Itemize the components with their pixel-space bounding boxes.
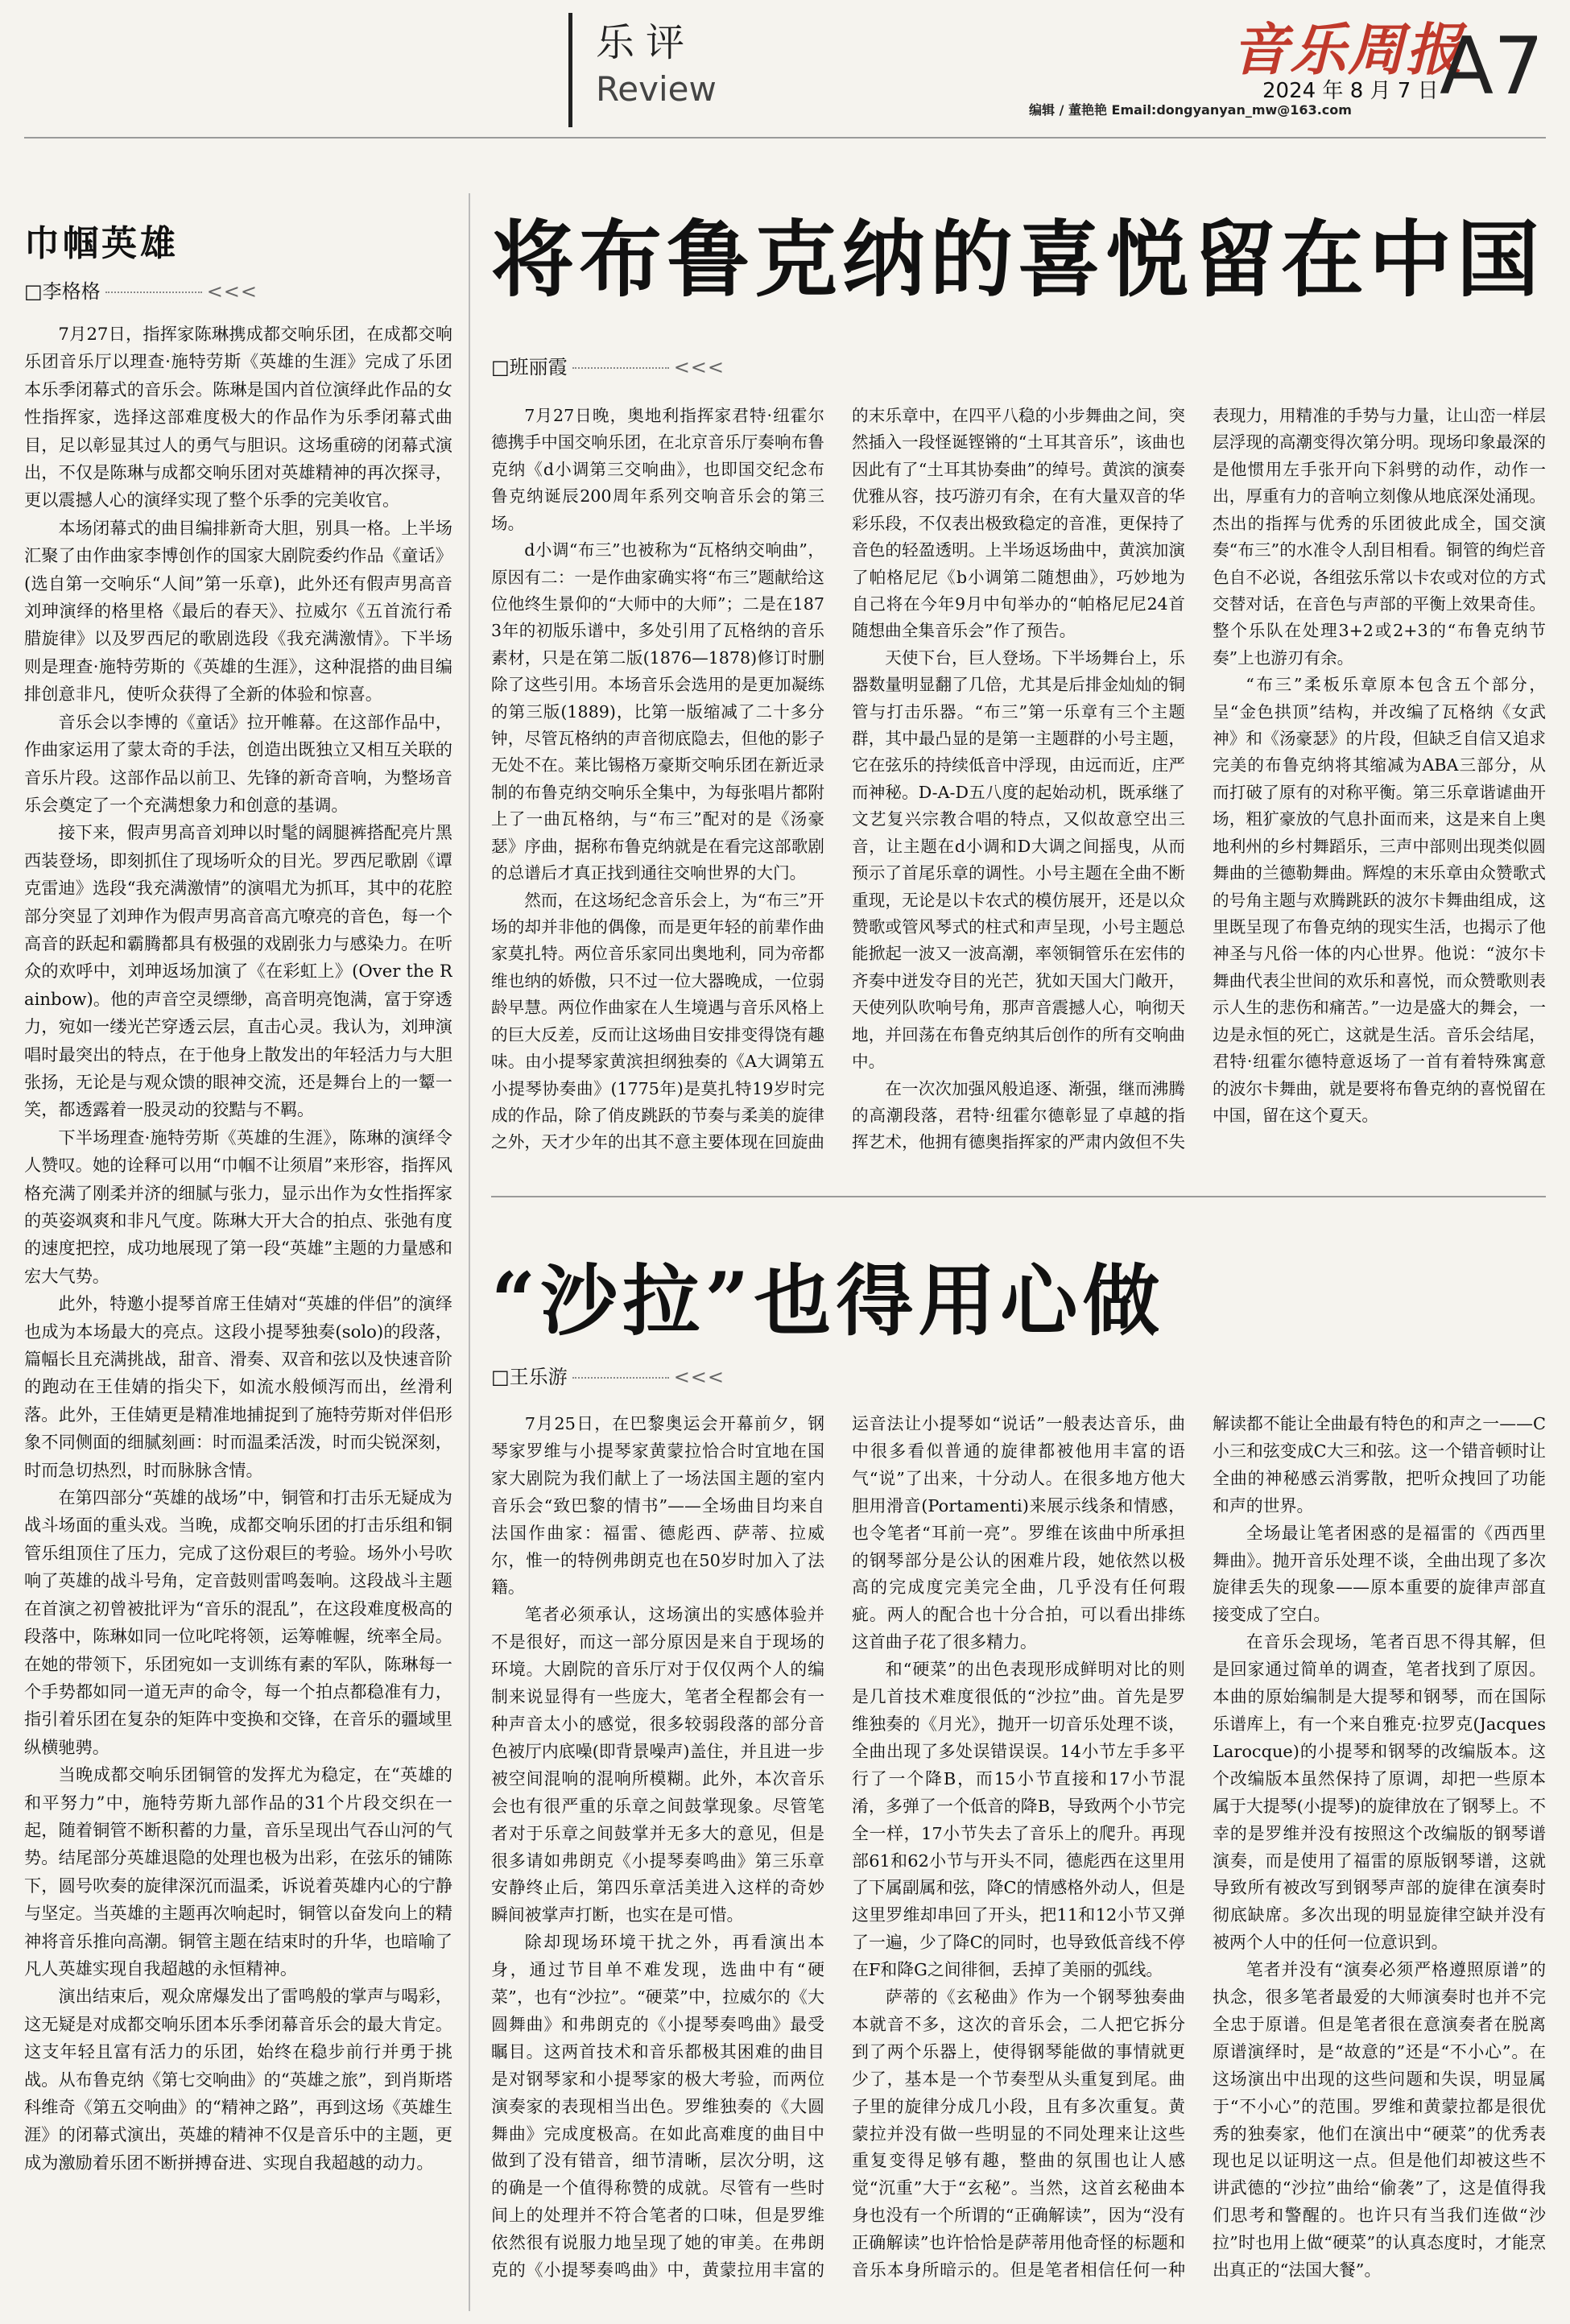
page-number: A7 xyxy=(1440,21,1544,113)
paragraph: 笔者必须承认，这场演出的实感体验并不是很好，而这一部分原因是来自于现场的环境。大剧院的音乐厅对于仅仅两个人的编制来说显得有一些庞大，笔者全程都会有一种声音太小的感觉，很多较弱段落的部分音色被厅内底噪(即背景噪声)盖住，并且进一步被空间混响的混响所模糊。此外，本次音乐会也有很严重的乐章之间鼓掌现象。尽管笔者对于乐章之间鼓掌并无多大的意见，但是很多请如弗朗克《小提琴奏鸣曲》第三乐章安静终止后，第四乐章活美进入这样的奇妙瞬间被掌声打断，也实在是可惜。 xyxy=(491,1605,824,1925)
header-divider xyxy=(568,13,572,127)
paragraph: 在一次次加强风般追逐、渐强，继而沸腾的高潮段落，君特·纽霍尔德彰显了卓越的指挥艺术，他拥有德奥指挥家的严肃内敛但不失表现力，用精准的手势与力量，让山峦一样层层浮现的高潮变得次第分明。现场印象最深的是他惯用左手张开向下斜劈的动作，动作一出，厚重有力的音响立刻像从地底深处涌现。杰出的指挥与优秀的乐团彼此成全，国交演奏“布三”的水准令人刮目相看。铜管的绚烂音色自不必说，各组弦乐常以卡农或对位的方式交替对话，在音色与声部的平衡上效果奇佳。整个乐队在处理3+2或2+3的“布鲁克纳节奏”上也游刃有余。 xyxy=(852,406,1546,1152)
column-divider xyxy=(469,193,470,2311)
section-title: 乐评 xyxy=(596,20,696,65)
newspaper-logo: 音乐周报 xyxy=(1232,16,1464,83)
issue-date: 2024 年 8 月 7 日 xyxy=(1262,79,1439,103)
paragraph: 全场最让笔者困惑的是福雷的《西西里舞曲》。抛开音乐处理不谈，全曲出现了多次旋律丢失的现象——原本重要的旋律声部直接变成了空白。 xyxy=(1213,1523,1546,1625)
section-subtitle: Review xyxy=(596,69,717,109)
paragraph: 本场闭幕式的曲目编排新奇大胆，别具一格。上半场汇聚了由作曲家李博创作的国家大剧院委约作品《童话》(选自第一交响乐“人间”第一乐章)，此外还有假声男高音刘珅演绎的格里格《最后的春天》、拉威尔《五首流行希腊旋律》以及罗西尼的歌剧选段《我充满激情》。下半场则是理查·施特劳斯的《英雄的生涯》，这种混搭的曲目编排创意非凡，使听众获得了全新的体验和惊喜。 xyxy=(24,517,452,705)
author-name: □班丽霞 xyxy=(491,356,568,378)
paragraph: 然而，在这场纪念音乐会上，为“布三”开场的却并非他的偶像，而是更年轻的前辈作曲家莫扎特。两位音乐家同出奥地利，同为帝都维也纳的娇傲，只不过一位大器晚成，一位弱龄早慧。两位作曲家在人生境遇与音乐风格上的巨大反差，反而让这场曲目安排变得饶有趣味。由小提琴家黄滨担纲独奏的《A大调第五小提琴协奏曲》(1775年)是莫扎特19岁时完成的作品，除了俏皮跳跃的节奏与柔美的旋律之外，天才少年的出其不意主要体现在回旋曲的末乐章中，在四平八稳的小步舞曲之间，突然插入一段怪诞铿锵的“土耳其音乐”，该曲也因此有了“土耳其协奏曲”的绰号。黄滨的演奏优雅从容，技巧游刃有余，在有大量双音的华彩乐段，不仅表出极致稳定的音准，更保持了音色的轻盈透明。上半场返场曲中，黄滨加演了帕格尼尼《b小调第二随想曲》，巧妙地为自己将在今年9月中旬举办的“帕格尼尼24首随想曲全集音乐会”作了预告。 xyxy=(491,406,1185,1152)
byline-marks: <<< xyxy=(206,280,258,303)
paragraph: 在音乐会现场，笔者百思不得其解，但是回家通过简单的调查，笔者找到了原因。本曲的原始编制是大提琴和钢琴，而在国际乐谱库上，有一个来自雅克·拉罗克(Jacques Larocque)的小提琴和钢琴的改编版本。这个改编版本虽然保持了原调，却把一些原本属于大提琴(小提琴)的旋律放在了钢琴上。不幸的是罗维并没有按照这个改编版的钢琴谱演奏，而是使用了福雷的原版钢琴谱，这就导致所有被改写到钢琴声部的旋律在演奏时彻底缺席。多次出现的明显旋律空缺并没有被两个人中的任何一位意识到。 xyxy=(1213,1632,1546,1953)
byline-dots xyxy=(105,292,202,293)
paragraph: 演出结束后，观众席爆发出了雷鸣般的掌声与喝彩，这无疑是对成都交响乐团本乐季闭幕音乐会的最大肯定。这支年轻且富有活力的乐团，始终在稳步前行并勇于挑战。从布鲁克纳《第七交响曲》的“英雄之旅”，到肖斯塔科维奇《第五交响曲》的“精神之路”，再到这场《英雄生涯》的闭幕式演出，英雄的精神不仅是音乐中的主题，更成为激励着乐团不断拼搏奋进、实现自我超越的动力。 xyxy=(24,1986,452,2173)
left-article-byline xyxy=(24,275,258,304)
header-rule xyxy=(24,137,1546,139)
editor-credit: 编辑 / 董艳艳 Email:dongyanyan_mw@163.com xyxy=(1029,102,1352,118)
paragraph: 天使下台，巨人登场。下半场舞台上，乐器数量明显翻了几倍，尤其是后排金灿灿的铜管与打击乐器。“布三”第一乐章有三个主题群，其中最凸显的是第一主题群的小号主题，它在弦乐的持续低音中浮现，由远而近，庄严而神秘。D-A-D五八度的起始动机，既承继了文艺复兴宗教合唱的特点，又似故意空出三音，让主题在d小调和D大调之间摇曳，从而预示了首尾乐章的调性。小号主题在全曲不断重现，无论是以卡农式的模仿展开，还是以众赞歌或管风琴式的柱式和声呈现，小号主题总能掀起一波又一波高潮，率领铜管乐在宏伟的齐奏中迸发夺目的光芒，犹如天国大门敞开，天使列队吹响号角，那声音震撼人心，响彻天地，并回荡在布鲁克纳其后创作的所有交响曲中。 xyxy=(852,647,1185,1072)
paragraph: 当晚成都交响乐团铜管的发挥尤为稳定，在“英雄的和平努力”中，施特劳斯九部作品的31个片段交织在一起，随着铜管不断积蓄的力量，音乐呈现出气吞山河的气势。结尾部分英雄退隐的处理也极为出彩，在弦乐的铺陈下，圆号吹奏的旋律深沉而温柔，诉说着英雄内心的宁静与坚定。当英雄的主题再次响起时，铜管以奋发向上的精神将音乐推向高潮。铜管主题在结束时的升华，也暗喻了凡人英雄实现自我超越的永恒精神。 xyxy=(24,1764,452,1979)
paragraph: 下半场理查·施特劳斯《英雄的生涯》，陈琳的演绎令人赞叹。她的诠释可以用“巾帼不让须眉”来形容，指挥风格充满了刚柔并济的细腻与张力，显示出作为女性指挥家的英姿飒爽和非凡气度。陈琳大开大合的拍点、张弛有度的速度把控，成功地展现了第一段“英雄”主题的力量感和宏大气势。 xyxy=(24,1127,452,1286)
byline-marks: <<< xyxy=(673,1366,725,1388)
paragraph: 和“硬菜”的出色表现形成鲜明对比的则是几首技术难度很低的“沙拉”曲。首先是罗维独奏的《月光》，抛开一切音乐处理不谈，全曲出现了多处误错误误。14小节左手多平行了一个降B，而15小节直接和17小节混淆，多弹了一个低音的降B，导致两个小节完全一样，17小节失去了音乐上的爬升。再现部61和62小节与开头不同，德彪西在这里用了下属副属和弦，降C的情感格外动人，但是这里罗维却串回了开头，把11和12小节又弹了一遍，少了降C的同时，也导致低音线不停在F和降G之间徘徊，丢掉了美丽的弧线。 xyxy=(852,1660,1185,1980)
paragraph: 7月27日，指挥家陈琳携成都交响乐团，在成都交响乐团音乐厅以理查·施特劳斯《英雄的生涯》完成了乐团本乐季闭幕式的音乐会。陈琳是国内首位演绎此作品的女性指挥家，选择这部难度极大的作品作为乐季闭幕式曲目，足以彰显其过人的勇气与胆识。这场重磅的闭幕式演出，不仅是陈琳与成都交响乐团对英雄精神的再次探寻，更以震撼人心的演绎实现了整个乐季的完美收官。 xyxy=(24,324,452,511)
paragraph: 除却现场环境干扰之外，再看演出本身，通过节目单不难发现，选曲中有“硬菜”，也有“沙拉”。“硬菜”中，拉威尔的《大圆舞曲》和弗朗克的《小提琴奏鸣曲》最受瞩目。这两首技术和音乐都极其困难的曲目是对钢琴家和小提琴家的极大考验，而两位演奏家的表现相当出色。罗维独奏的《大圆舞曲》完成度极高。在如此高难度的曲目中做到了没有错音，细节清晰，层次分明，这的确是一个值得称赞的成就。尽管有一些时间上的处理并不符合笔者的口味，但是罗维依然很有说服力地呈现了她的审美。在弗朗克的《小提琴奏鸣曲》中，黄蒙拉用丰富的运音法让小提琴如“说话”一般表达音乐，曲中很多看似普通的旋律都被他用丰富的语气“说”了出来，十分动人。在很多地方他大胆用滑音(Portamenti)来展示线条和情感，也令笔者“耳前一亮”。罗维在该曲中所承担的钢琴部分是公认的困难片段，她依然以极高的完成度完美完全曲，几乎没有任何瑕疵。两人的配合也十分合拍，可以看出排练这首曲子花了很多精力。 xyxy=(491,1414,1185,2281)
paragraph: 7月25日，在巴黎奥运会开幕前夕，钢琴家罗维与小提琴家黄蒙拉恰合时宜地在国家大剧院为我们献上了一场法国主题的室内音乐会“致巴黎的情书”——全场曲目均来自法国作曲家：福雷、德彪西、萨蒂、拉威尔，惟一的特例弗朗克也在50岁时加入了法籍。 xyxy=(491,1414,824,1598)
main-article-byline xyxy=(491,351,725,379)
main-article-title: 将布鲁克纳的喜悦留在中国 xyxy=(491,211,1544,308)
article-separator xyxy=(491,1196,1546,1197)
paragraph: 此外，特邀小提琴首席王佳婧对“英雄的伴侣”的演绎也成为本场最大的亮点。这段小提琴独奏(solo)的段落，篇幅长且充满挑战，甜音、滑奏、双音和弦以及快速音阶的跑动在王佳婧的指尖下，如流水般倾泻而出，丝滑利落。此外，王佳婧更是精准地捕捉到了施特劳斯对伴侣形象不同侧面的细腻刻画：时而温柔活泼，时而尖锐深刻，时而急切热烈，时而脉脉含情。 xyxy=(24,1293,452,1480)
paragraph: d小调“布三”也被称为“瓦格纳交响曲”，原因有二：一是作曲家确实将“布三”题献给这位他终生景仰的“大师中的大师”；二是在1873年的初版乐谱中，多处引用了瓦格纳的音乐素材，只是在第二版(1876—1878)修订时删除了这些引用。本场音乐会选用的是更加凝练的第三版(1889)，比第一版缩减了二十多分钟，尽管瓦格纳的声音彻底隐去，但他的影子无处不在。莱比锡格万豪斯交响乐团在新近录制的布鲁克纳交响乐全集中，为每张唱片都附上了一曲瓦格纳，与“布三”配对的是《汤豪瑟》序曲，据称布鲁克纳就是在看完这部歌剧的总谱后才真正找到通往交响世界的大门。 xyxy=(491,540,824,883)
author-name: □王乐游 xyxy=(491,1366,568,1388)
author-name: □李格格 xyxy=(24,280,101,303)
paragraph: “布三”柔板乐章原本包含五个部分，呈“金色拱顶”结构，并改编了瓦格纳《女武神》和《汤豪瑟》的片段，但缺乏自信又追求完美的布鲁克纳将其缩减为ABA三部分，从而打破了原有的对称平衡。第三乐章谐谑曲开场，粗犷豪放的气息扑面而来，这是来自上奥地利州的乡村舞蹈乐，三声中部则出现类似圆舞曲的兰德勒舞曲。辉煌的末乐章由众赞歌式的号角主题与欢腾跳跃的波尔卡舞曲组成，这里既呈现了布鲁克纳的现实生活，也揭示了他神圣与凡俗一体的内心世界。他说：“波尔卡舞曲代表尘世间的欢乐和喜悦，而众赞歌则表示人生的悲伤和痛苦。”一边是盛大的舞会，一边是永恒的死亡，这就是生活。音乐会结尾，君特·纽霍尔德特意返场了一首有着特殊寓意的波尔卡舞曲，就是要将布鲁克纳的喜悦留在中国，留在这个夏天。 xyxy=(1213,675,1546,1125)
left-article-title: 巾帼英雄 xyxy=(24,223,179,264)
paragraph: 在第四部分“英雄的战场”中，铜管和打击乐无疑成为战斗场面的重头戏。当晚，成都交响乐团的打击乐组和铜管乐组顶住了压力，完成了这份艰巨的考验。场外小号吹响了英雄的战斗号角，定音鼓则雷鸣轰响。这段战斗主题在首演之初曾被批评为“音乐的混乱”，在这段难度极高的段落中，陈琳如同一位叱咤将领，运筹帷幄，统率全局。在她的带领下，乐团宛如一支训练有素的军队，陈琳每一个手势都如同一道无声的命令，每一个拍点都稳准有力，指引着乐团在复杂的矩阵中变换和交锋，在音乐的疆域里纵横驰骋。 xyxy=(24,1487,452,1757)
paragraph: 接下来，假声男高音刘珅以时髦的阔腿裤搭配亮片黑西装登场，即刻抓住了现场听众的目光。罗西尼歌剧《谭克雷迪》选段“我充满激情”的演唱尤为抓耳，其中的花腔部分突显了刘珅作为假声男高音高亢嘹亮的音色，每一个高音的跃起和霸腾都具有极强的戏剧张力与感染力。在听众的欢呼中，刘珅返场加演了《在彩虹上》(Over the Rainbow)。他的声音空灵缥缈，高音明亮饱满，富于穿透力，宛如一缕光芒穿透云层，直击心灵。我认为，刘珅演唱时最突出的特点，在于他身上散发出的年轻活力与大胆张扬，无论是与观众馈的眼神交流，还是舞台上的一颦一笑，都透露着一股灵动的狡黠与不羁。 xyxy=(24,822,452,1120)
byline-dots xyxy=(572,367,669,369)
byline-marks: <<< xyxy=(673,356,725,378)
main-article-body xyxy=(491,403,1546,1177)
second-article-byline xyxy=(491,1361,725,1389)
paragraph: 7月27日晚，奥地利指挥家君特·纽霍尔德携手中国交响乐团，在北京音乐厅奏响布鲁克纳《d小调第三交响曲》，也即国交纪念布鲁克纳诞辰200周年系列交响音乐会的第三场。 xyxy=(491,406,824,533)
byline-dots xyxy=(572,1377,669,1379)
second-article-body xyxy=(491,1411,1546,2314)
paragraph: 音乐会以李博的《童话》拉开帷幕。在这部作品中，作曲家运用了蒙太奇的手法，创造出既独立又相互关联的音乐片段。这部作品以前卫、先锋的新奇音响，为整场音乐会奠定了一个充满想象力和创意的基调。 xyxy=(24,711,452,815)
second-article-title: “沙拉”也得用心做 xyxy=(491,1255,1165,1346)
paragraph: 萨蒂的《玄秘曲》作为一个钢琴独奏曲本就音不多，这次的音乐会，二人把它拆分到了两个乐器上，使得钢琴能做的事情就更少了，基本是一个节奏型从头重复到尾。曲子里的旋律分成几小段，且有多次重复。黄蒙拉并没有做一些明显的不同处理来让这些重复变得足够有趣，整曲的氛围也让人感觉“沉重”大于“玄秘”。当然，这首玄秘曲本身也没有一个所谓的“正确解读”，因为“没有正确解读”也许恰恰是萨蒂用他奇怪的标题和音乐本身所暗示的。但是笔者相信任何一种解读都不能让全曲最有特色的和声之一——C小三和弦变成C大三和弦。这一个错音顿时让全曲的神秘感云消雾散，把听众拽回了功能和声的世界。 xyxy=(852,1414,1546,2281)
paragraph: 笔者并没有“演奏必须严格遵照原谱”的执念，很多笔者最爱的大师演奏时也并不完全忠于原谱。但是笔者很在意演奏者在脱离原谱演绎时，是“故意的”还是“不小心”。在这场演出中出现的这些问题和失误，明显属于“不小心”的范围。罗维和黄蒙拉都是很优秀的独奏家，他们在演出中“硬菜”的优秀表现也足以证明这一点。但是他们却被这些不讲武德的“沙拉”曲给“偷袭”了，这是值得我们思考和警醒的。也许只有当我们连做“沙拉”时也用上做“硬菜”的认真态度时，才能烹出真正的“法国大餐”。 xyxy=(1213,1960,1546,2281)
left-article-body xyxy=(24,320,452,2316)
